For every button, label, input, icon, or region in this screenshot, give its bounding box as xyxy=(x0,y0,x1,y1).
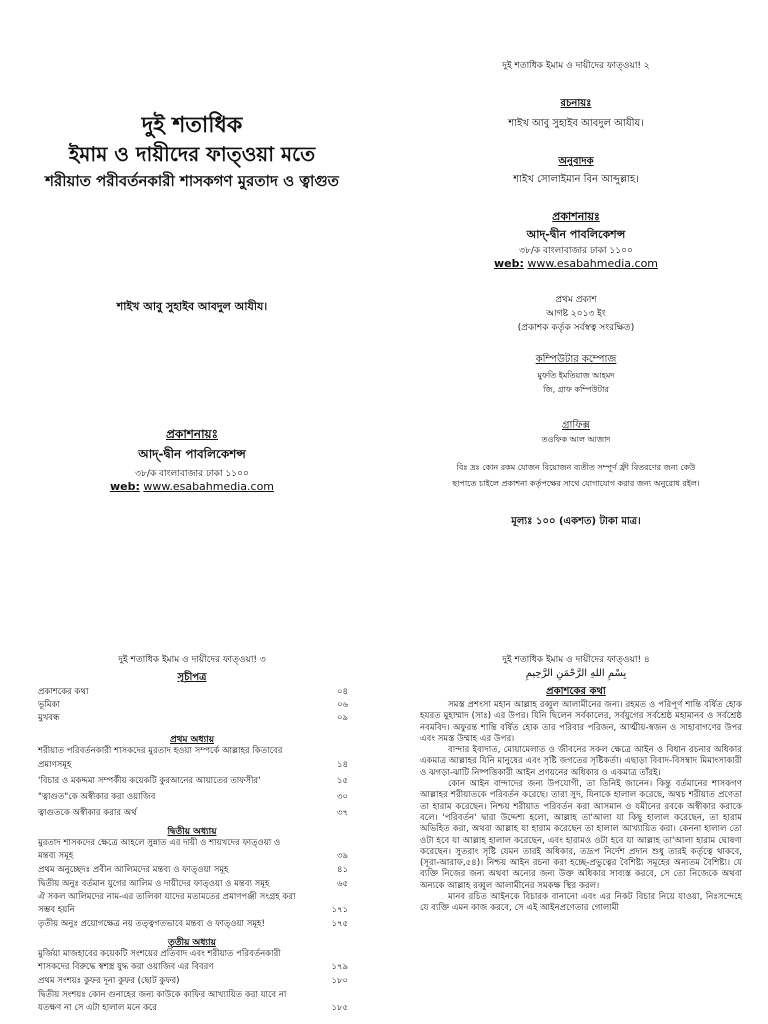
toc-entry-text: প্রথম সংশয়ঃ কুফর দূনা কুফর (ছোট কুফর) xyxy=(38,976,180,986)
toc-entry[interactable] xyxy=(38,713,348,724)
toc-title: সূচীপত্র xyxy=(177,672,207,683)
written-by: শাইখ আবু সুহাইব আবদুল আযীয। xyxy=(508,118,644,129)
bismillah-calligraphy: بِسْمِ اللهِ الرَّحْمَنِ الرَّحِيمِ xyxy=(525,668,627,679)
paragraph: সমস্ত প্রশংসা মহান আল্লাহ রব্বুল আলামীনের জন্য। রহমত ও পরিপূর্ণ শান্তি বর্ষিত হোক হযরত মুহাম্মাদ (সাঃ) এর উপর। যিনি ছিলেন সর্বকালের, সর্বযুগের সর্বশ্রেষ্ঠ মহামানব ও সর্বশ্রেষ্ঠ নবমবিদ। অফুরন্ত শান্তি বর্ষিত হোক তার পরিবার পরিজন, আত্মীয়-স্বজন ও সাহাবাগণের উপর এবং সমস্ত উম্মাহ এর উপর। xyxy=(420,700,742,744)
toc-entry-text: সম্ভব হয়নি xyxy=(38,905,75,915)
toc-entry-text: প্রথম অনুচ্ছেদঃ প্রবীন আলিমদের মন্তব্য ও ফাত্‌ওয়া সমূহ xyxy=(38,865,229,875)
toc-entry[interactable] xyxy=(38,700,348,711)
title-line-2: ইমাম ও দায়ীদের ফাত্‌ওয়া মতে xyxy=(68,142,316,166)
toc-entry-page: ৩৭ xyxy=(336,808,348,818)
web-label: web: xyxy=(109,480,140,493)
website-line xyxy=(384,257,768,270)
toc-entry[interactable] xyxy=(38,1003,348,1014)
toc-entry-text: ত্বাগুতকে অস্বীকার করার অর্থ xyxy=(38,808,137,818)
note-line-2: ছাপাতে চাইলে প্রকাশনা কর্তৃপক্ষের সাথে যোগাযোগ করার জন্য অনুরোধ রইল। xyxy=(452,479,700,488)
toc-entry[interactable] xyxy=(38,776,348,787)
author-name: শাইখ আবু সুহাইব আবদুল আযীয। xyxy=(116,300,268,313)
page-header: দুই শতাধিক ইমাম ও দায়ীদের ফাত্‌ওয়া! ৩ xyxy=(118,655,266,665)
first-pub-label: প্রথম প্রকাশ xyxy=(555,295,597,305)
publisher-label: প্রকাশনায়ঃ xyxy=(552,210,600,223)
toc-entry[interactable] xyxy=(38,949,348,960)
website-link[interactable]: www.esabahmedia.com xyxy=(143,480,275,493)
page-header: দুই শতাধিক ইমাম ও দায়ীদের ফাত্‌ওয়া! ২ xyxy=(502,61,650,71)
paragraph: মানব রচিত আইনকে বিচারক বানানো এবং এর নিকট বিচার নিয়ে যাওয়া, নিঃসন্দেহে যে ব্যক্তি এমন কাজ করবে, সে এই আইনপ্রণেতার গোলামী xyxy=(420,892,742,914)
toc-entry-page: ১৫ xyxy=(336,776,348,786)
toc-entry-page: ৬৫ xyxy=(336,879,348,889)
web-label: web: xyxy=(493,257,524,270)
publisher-address: ৩৮/ক বাংলাবাজার ঢাকা ১১০০ xyxy=(135,469,249,479)
page-header: দুই শতাধিক ইমাম ও দায়ীদের ফাত্‌ওয়া! ৪ xyxy=(502,655,650,665)
graphics-name: তওফিক আল আজাদ xyxy=(541,435,611,444)
page-title-cover xyxy=(0,0,384,640)
toc-entry-page: ৩৯ xyxy=(336,851,348,861)
compose-line-2: জি, গ্রাফ কম্পিউটার xyxy=(543,385,609,394)
toc-entry[interactable] xyxy=(38,808,348,819)
rights-note: (প্রকাশক কর্তৃক সর্বস্বত্ব সংরক্ষিত) xyxy=(517,323,635,333)
compose-line-1: মুফতি ইমতিয়াজ আহমদ xyxy=(537,371,615,380)
toc-entry-text: "ত্বাগুত"কে অস্বীকার করা ওয়াজিব xyxy=(38,792,156,802)
toc-entry[interactable] xyxy=(38,792,348,803)
translator-label: অনুবাদক xyxy=(558,156,594,167)
toc-entry-page: ১৮৫ xyxy=(331,1003,348,1013)
toc-entry-text: তৃতীয় অনুঃ প্রয়োগক্ষেত্র নয় তত্ত্বগতভাবে মন্তব্য ও ফাত্‌ওয়া সমূহ! xyxy=(38,919,265,929)
toc-entry[interactable] xyxy=(38,865,348,876)
paragraph: বান্দার ইবাদাত, মোয়ামেলাত ও জীবনের সকল ক্ষেত্রে আইন ও বিধান রচনার অধিকার একমাত্র আল্লাহর যিনি মানুষের এবং সৃষ্টি জগতের সৃষ্টিকর্তা। এছাড়া বিবাদ-বিসম্বাদ মিমাংসাকারী ও ঝগড়া-ঝাটি নিষ্পত্তিকারী আইন প্রণয়নের অধিকার ও একমাত্র তাঁরই। xyxy=(420,745,742,778)
publisher-name: আদ্‌-দ্বীন পাবলিকেশন্স xyxy=(526,228,626,241)
first-pub-date: আগষ্ট ২০১৩ ইং xyxy=(546,309,606,319)
translator-name: শাইখ সোলাইমান বিন আব্দুল্লাহ। xyxy=(513,174,639,185)
toc-entry[interactable] xyxy=(38,879,348,890)
body-text xyxy=(420,700,742,915)
page-copyright xyxy=(384,0,768,640)
toc-entry-page: ১৭৫ xyxy=(331,919,348,929)
toc-entry[interactable] xyxy=(38,838,348,849)
toc-entry[interactable] xyxy=(38,905,348,916)
toc-entry-page: ১৭১ xyxy=(331,905,348,915)
toc-entry-page: ০৯ xyxy=(336,713,348,723)
toc-entry[interactable] xyxy=(38,687,348,698)
toc-entry-text: প্রমাণসমূহ xyxy=(38,760,72,770)
toc-entry-text: মুখবন্ধ xyxy=(38,713,60,723)
toc-entry-text: প্রকাশকের কথা xyxy=(38,687,89,697)
title-line-1: দুই শতাধিক xyxy=(141,113,243,138)
toc-entry[interactable] xyxy=(38,990,348,1001)
note-line-1: বিঃ দ্রঃ কোন রকম যোজন বিয়োজন ব্যতীত সম্পূর্ণ ফ্রী বিতরণের জন্য কেউ xyxy=(456,463,696,472)
publisher-label: প্রকাশনায়ঃ xyxy=(165,427,219,441)
section-title: প্রকাশকের কথা xyxy=(546,686,606,697)
toc-entry-page: ১৭৯ xyxy=(331,962,348,972)
chapter-3-title: তৃতীয় অধ্যায় xyxy=(168,938,216,948)
toc-entry-text: মুর্জিয়া মাজহাবের কয়েকটি সংশয়ের প্রতিবাদ এবং শরীয়াত পরিবর্তনকারী xyxy=(38,949,281,959)
website-line xyxy=(0,480,384,493)
toc-entry-page: ০৬ xyxy=(336,700,348,710)
written-label: রচনায়ঃ xyxy=(560,98,592,109)
toc-entry-page: ১৮০ xyxy=(331,976,348,986)
toc-entry-text: মন্তব্য সমূহ xyxy=(38,851,74,861)
publisher-name: আদ্‌-দ্বীন পাবলিকেশন্স xyxy=(138,447,246,461)
compose-label: কম্পিউটার কম্পোজ xyxy=(535,354,617,365)
price: মূল্যঃ ১০০ (একশত) টাকা মাত্র। xyxy=(511,516,641,527)
toc-entry[interactable] xyxy=(38,851,348,862)
toc-entry[interactable] xyxy=(38,919,348,930)
toc-entry[interactable] xyxy=(38,962,348,973)
toc-entry-text: যতক্ষণ না সে এটা হালাল মনে করে xyxy=(38,1003,157,1013)
toc-entry-text: মুরতাদ শাসকদের ক্ষেত্রে আহলে সুন্নাত এর দায়ী ও শায়খদের ফাত্‌ওয়া ও xyxy=(38,838,281,848)
toc-entry[interactable] xyxy=(38,976,348,987)
page-publisher-note xyxy=(384,640,768,1024)
toc-entry-text: 'বিচার ও মকদ্দমা সম্পর্কীয় কয়েকটি কুরআনের আয়াতের তাফসীর' xyxy=(38,776,261,786)
toc-entry-text: ঐ সকল আলিমদের নাম-এর তালিকা যাদের মতামতের প্রমাণপঞ্জী সংগ্রহ করা xyxy=(38,892,296,902)
graphics-label: গ্রাফিক্স xyxy=(562,420,590,431)
toc-entry[interactable] xyxy=(38,746,348,757)
title-line-3: শরীয়াত পরীবর্তনকারী শাসকগণ মুরতাদ ও ত্বাগুত xyxy=(45,172,339,190)
toc-entry-text: শাসকদের বিরুদ্ধে স্বশস্ত্র যুদ্ধ করা ওয়াজিব এর বিবরণ xyxy=(38,962,214,972)
toc-entry-page: ১৪ xyxy=(336,760,348,770)
paragraph: কোন আইন বান্দাদের জন্য উপযোগী, তা তিনিই জানেন। কিন্তু বর্তমানের শাসকগণ আল্লাহর শরীয়াতকে পরিবর্তন করেছে। তারা সুদ, যিনাকে হালাল করেছে, অথচ শরীয়াত প্রণেতা তা হারাম করেছেন। নিশ্চয় শরীয়াত পরিবর্তন করা আসমান ও যমীনের রবকে অস্বীকার করাকে বলে। 'পরিবর্তন' দ্বারা উদ্দেশ্য হলো, আল্লাহ তা'আলা যা কিছু হালাল করেছেন, তা হারাম অভিহিত করা, অথবা আল্লাহ যা হারাম করেছেন তা হালাল আখ্যায়িত করা। কেননা হালাল তো ওটা হবে যা আল্লাহ হালাল করেছেন, এবং হারামও ওটা হবে যা আল্লাহ তা'আলা হারাম ঘোষণা করেছেন। সুতরাং সৃষ্টি যেমন তারই অধিকার, তদ্রূপ নির্দেশ প্রদান শুধু তারই কর্তৃত্বে থাকবে, (সূরা-আরাফ,৫৪)। নিশ্চয় আইন রচনা করা হচ্ছে-প্রভুত্বের বৈশিষ্ট্য সমূহের অন্যতম বৈশিষ্ট্য। যে ব্যক্তি নিজের জন্য অথবা অন্যের জন্য উক্ত অধিকার সাব্যস্ত করবে, সে তো নিজেকে অথবা অন্যকে আল্লাহ রব্বুল আলামীনের সমকক্ষ স্থির করল। xyxy=(420,779,742,891)
toc-entry-page: ৪১ xyxy=(336,865,348,875)
chapter-2-title: দ্বিতীয় অধ্যায় xyxy=(167,827,217,837)
toc-entry-text: দ্বিতীয় সংশয়ঃ কোন গুনাহের জন্য কাউকে কাফির আখ্যায়িত করা যাবে না xyxy=(38,990,287,1000)
website-link[interactable]: www.esabahmedia.com xyxy=(527,257,659,270)
page-toc xyxy=(0,640,384,1024)
toc-entry-page: ০৪ xyxy=(336,687,348,697)
toc-entry[interactable] xyxy=(38,892,348,903)
toc-entry-text: দ্বিতীয় অনুঃ বর্তমান যুগের আলিম ও দায়ীদের ফাত্‌ওয়া ও মন্তব্য সমূহ xyxy=(38,879,270,889)
toc-entry-text: শরীয়াত পরিবর্তনকারী শাসকদের মুরতাদ হওয়া সম্পর্কে আল্লাহর কিতাবের xyxy=(38,746,283,756)
toc-entry[interactable] xyxy=(38,760,348,771)
publisher-address: ৩৮/ক বাংলাবাজার ঢাকা ১১০০ xyxy=(519,246,633,256)
toc-entry-page: ৩০ xyxy=(336,792,348,802)
toc-entry-text: ভূমিকা xyxy=(38,700,60,710)
chapter-1-title: প্রথম অধ্যায় xyxy=(169,735,215,745)
